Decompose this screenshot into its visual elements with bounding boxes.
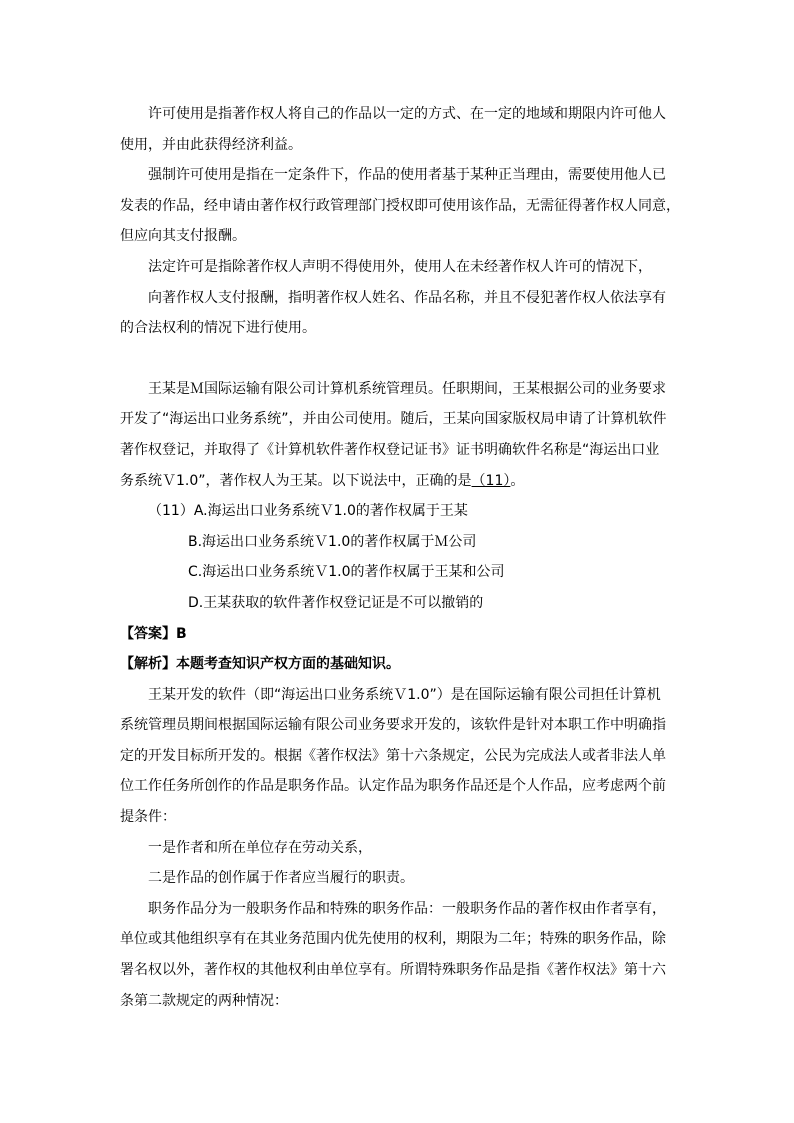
compulsory-license-line-2: 发表的作品，经申请由著作权行政管理部门授权即可使用该作品，无需征得著作权人同意， bbox=[120, 197, 680, 214]
compulsory-license-line-3: 但应向其支付报酬。 bbox=[120, 228, 246, 245]
license-use-line-1: 许可使用是指著作权人将自己的作品以一定的方式、在一定的地域和期限内许可他人 bbox=[148, 106, 666, 122]
statutory-license-cont-line-2: 的合法权利的情况下进行使用。 bbox=[120, 320, 316, 337]
compulsory-license-line-1: 强制许可使用是指在一定条件下，作品的使用者基于某种正当理由，需要使用他人已 bbox=[148, 167, 666, 184]
question-line-3: 著作权登记，并取得了《计算机软件著作权登记证书》证书明确软件名称是“海运出口业 bbox=[120, 441, 660, 458]
analysis-p2-line-2: 单位或其他组织享有在其业务范围内优先使用的权利，期限为二年；特殊的职务作品，除 bbox=[120, 931, 666, 948]
section-gap bbox=[120, 344, 680, 374]
analysis-p2-line-1: 职务作品分为一般职务作品和特殊的职务作品：一般职务作品的著作权由作者享有， bbox=[148, 900, 666, 917]
question-blank: （11） bbox=[471, 472, 511, 489]
analysis-p1-line-3: 定的开发目标所开发的。根据《著作权法》第十六条规定，公民为完成法人或者非法人单 bbox=[120, 747, 666, 764]
analysis-p1-line-1: 王某开发的软件（即“海运出口业务系统Ｖ1.0”）是在国际运输有限公司担任计算机 bbox=[148, 686, 661, 703]
license-use-line-2: 使用，并由此获得经济利益。 bbox=[120, 136, 302, 153]
analysis-p1-line-2: 系统管理员期间根据国际运输有限公司业务要求开发的，该软件是针对本职工作中明确指 bbox=[120, 717, 666, 734]
analysis-p2-line-3: 署名权以外，著作权的其他权利由单位享有。所谓特殊职务作品是指《著作权法》第十六 bbox=[120, 962, 666, 979]
question-line-4-end: 。 bbox=[510, 472, 525, 489]
analysis-label: 【解析】 bbox=[120, 656, 176, 673]
question-line-4-text: 务系统Ｖ1.0”，著作权人为王某。以下说法中，正确的是 bbox=[120, 472, 472, 489]
statutory-license-line-1: 法定许可是指除著作权人声明不得使用外，使用人在未经著作权人许可的情况下， bbox=[148, 258, 652, 275]
answer-value: B bbox=[176, 625, 187, 642]
answer-label: 【答案】 bbox=[120, 625, 176, 642]
analysis-p2-line-4: 条第二款规定的两种情况： bbox=[120, 992, 288, 1009]
analysis-summary: 本题考查知识产权方面的基础知识。 bbox=[176, 656, 400, 673]
option-b: B.海运出口业务系统Ｖ1.0的著作权属于Ｍ公司 bbox=[188, 533, 477, 550]
analysis-heading bbox=[120, 649, 680, 680]
option-a: （11）A.海运出口业务系统Ｖ1.0的著作权属于王某 bbox=[148, 503, 468, 520]
statutory-license-cont-line-1: 向著作权人支付报酬，指明著作权人姓名、作品名称，并且不侵犯著作权人依法享有 bbox=[148, 289, 666, 306]
option-c: C.海运出口业务系统Ｖ1.0的著作权属于王某和公司 bbox=[188, 564, 505, 581]
condition-1: 一是作者和所在单位存在劳动关系， bbox=[148, 839, 372, 856]
condition-2: 二是作品的创作属于作者应当履行的职责。 bbox=[148, 870, 414, 887]
option-d: D.王某获取的软件著作权登记证是不可以撤销的 bbox=[188, 594, 484, 611]
answer-line bbox=[120, 619, 680, 650]
question-line-1: 王某是Ｍ国际运输有限公司计算机系统管理员。任职期间，王某根据公司的业务要求 bbox=[148, 380, 666, 397]
question-line-4 bbox=[120, 466, 680, 497]
analysis-p1-line-4: 位工作任务所创作的作品是职务作品。认定作品为职务作品还是个人作品，应考虑两个前 bbox=[120, 778, 666, 795]
document-page bbox=[120, 99, 680, 1016]
question-line-2: 开发了“海运出口业务系统”，并由公司使用。随后，王某向国家版权局申请了计算机软件 bbox=[120, 411, 667, 428]
analysis-p1-line-5: 提条件： bbox=[120, 809, 176, 826]
